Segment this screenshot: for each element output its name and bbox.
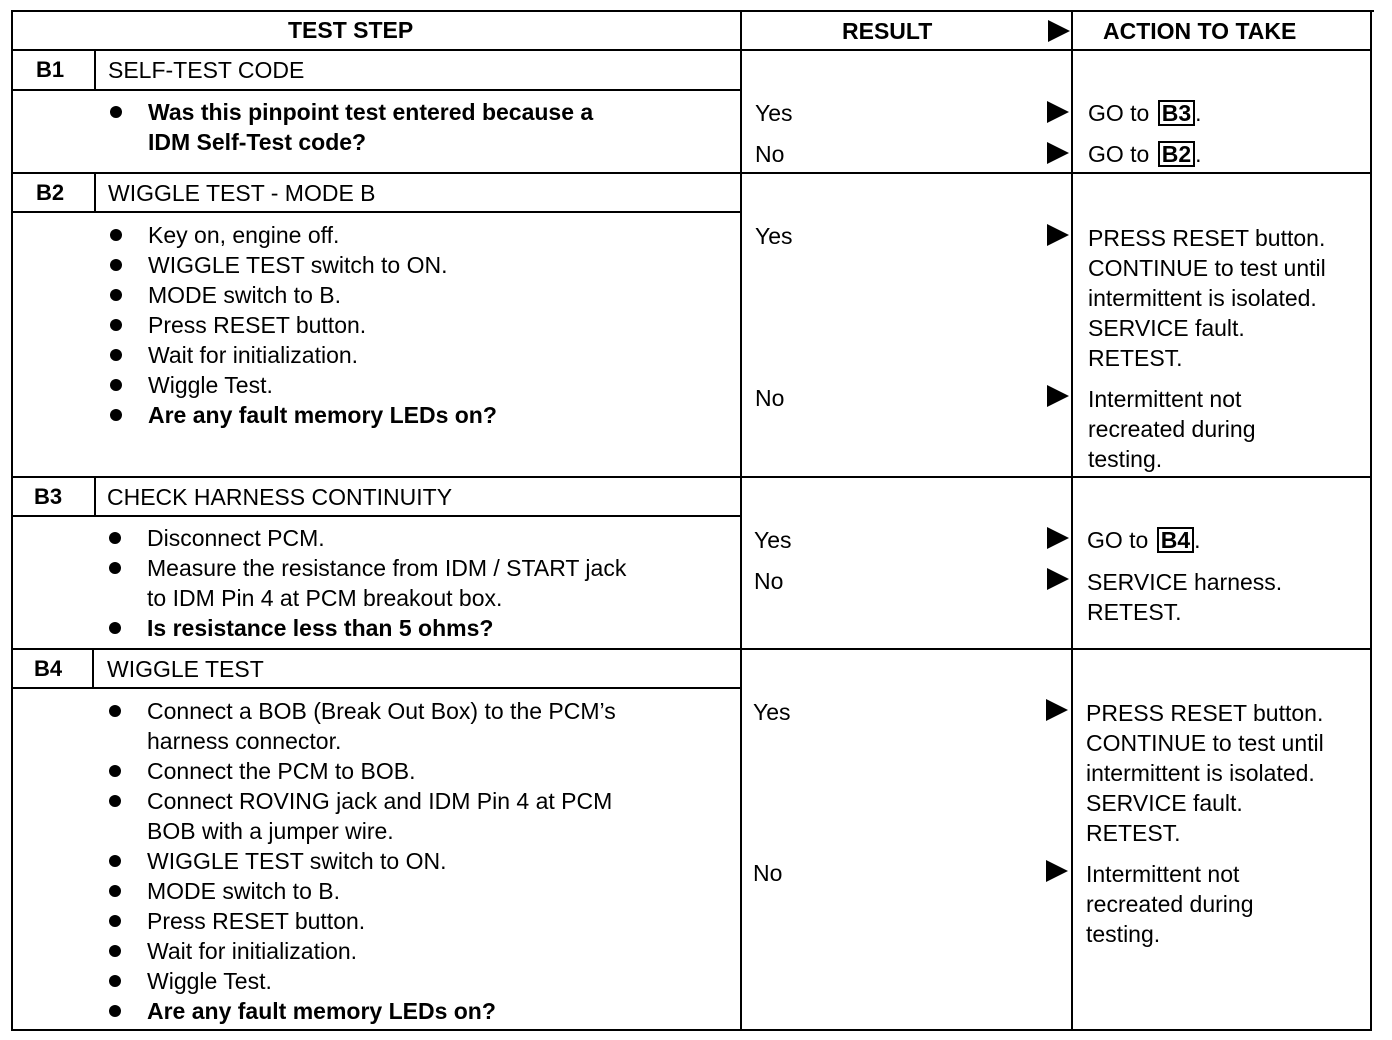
step-title-b2: WIGGLE TEST - MODE B xyxy=(108,180,376,206)
step-title-b4: WIGGLE TEST xyxy=(107,656,264,682)
list-item: Was this pinpoint test entered because a IDM Self-Test code? xyxy=(108,97,593,157)
arrow-icon xyxy=(1047,385,1069,407)
bullet-icon xyxy=(110,349,122,361)
row-divider-b3-b4 xyxy=(12,648,1372,650)
table-left-border xyxy=(11,10,13,1031)
list-item: WIGGLE TEST switch to ON. xyxy=(107,846,616,876)
table-right-border xyxy=(1370,10,1372,1031)
list-item: Press RESET button. xyxy=(107,906,616,936)
step-id-b1: B1 xyxy=(36,57,65,82)
bullet-icon xyxy=(109,885,121,897)
arrow-icon xyxy=(1047,142,1069,164)
step-b2-bullets xyxy=(108,220,497,430)
table-top-border xyxy=(12,10,1374,12)
bullet-icon xyxy=(110,379,122,391)
list-item: Key on, engine off. xyxy=(108,220,497,250)
step-b3-bullets xyxy=(107,523,626,643)
list-item: Connect the PCM to BOB. xyxy=(107,756,616,786)
step-b4-bullets xyxy=(107,696,616,1026)
bullet-icon xyxy=(109,765,121,777)
bullet-icon xyxy=(110,259,122,271)
list-item: Wait for initialization. xyxy=(107,936,616,966)
b3-id-divider xyxy=(94,477,96,517)
action-b3-yes: GO to B4 . xyxy=(1087,527,1201,553)
list-item: WIGGLE TEST switch to ON. xyxy=(108,250,497,280)
row-divider-b1-b2 xyxy=(12,172,1372,174)
action-b4-yes: PRESS RESET button. CONTINUE to test until intermittent is isolated. SERVICE fault. RETEST. xyxy=(1086,700,1324,846)
b1-id-divider xyxy=(94,50,96,90)
list-item: Measure the resistance from IDM / START jack to IDM Pin 4 at PCM breakout box. xyxy=(107,553,626,613)
b3-title-underline xyxy=(12,515,741,517)
step-id-b3: B3 xyxy=(34,484,63,509)
bullet-icon xyxy=(110,106,122,118)
list-item: MODE switch to B. xyxy=(108,280,497,310)
result-b2-no: No xyxy=(755,385,785,411)
bullet-icon xyxy=(110,229,122,241)
result-b3-yes: Yes xyxy=(754,527,792,553)
list-item: Press RESET button. xyxy=(108,310,497,340)
result-b3-no: No xyxy=(754,568,784,594)
list-item: Are any fault memory LEDs on? xyxy=(107,996,616,1026)
list-item: Are any fault memory LEDs on? xyxy=(108,400,497,430)
arrow-icon xyxy=(1046,699,1068,721)
step-reference-b4[interactable]: B4 xyxy=(1157,527,1194,553)
step-reference-b2[interactable]: B2 xyxy=(1158,141,1195,167)
bullet-icon xyxy=(109,915,121,927)
arrow-icon xyxy=(1047,224,1069,246)
list-item: Wiggle Test. xyxy=(107,966,616,996)
arrow-icon xyxy=(1047,101,1069,123)
result-b4-no: No xyxy=(753,860,783,886)
row-divider-b2-b3 xyxy=(12,476,1372,478)
action-b4-no: Intermittent not recreated during testing. xyxy=(1086,861,1254,947)
list-item: Connect a BOB (Break Out Box) to the PCM’s harness connector. xyxy=(107,696,616,756)
list-item: Wiggle Test. xyxy=(108,370,497,400)
action-b1-yes: GO to B3 . xyxy=(1088,100,1202,126)
step-reference-b3[interactable]: B3 xyxy=(1158,100,1195,126)
action-b2-no: Intermittent not recreated during testing. xyxy=(1088,386,1256,472)
result-b4-yes: Yes xyxy=(753,699,791,725)
table-bottom-border xyxy=(12,1029,1370,1031)
b4-title-underline xyxy=(12,687,741,689)
b2-title-underline xyxy=(12,211,741,213)
action-b2-yes: PRESS RESET button. CONTINUE to test until intermittent is isolated. SERVICE fault. RETEST. xyxy=(1088,225,1326,371)
bullet-icon xyxy=(109,562,121,574)
b2-id-divider xyxy=(94,173,96,213)
bullet-icon xyxy=(109,1005,121,1017)
header-result: RESULT xyxy=(842,18,933,44)
header-arrow-icon xyxy=(1048,20,1070,42)
step-id-b2: B2 xyxy=(36,180,65,205)
result-b2-yes: Yes xyxy=(755,223,793,249)
column-divider-action xyxy=(1071,10,1073,1031)
step-title-b1: SELF-TEST CODE xyxy=(108,57,305,83)
bullet-icon xyxy=(109,705,121,717)
step-id-b4: B4 xyxy=(34,656,63,681)
list-item: Connect ROVING jack and IDM Pin 4 at PCM BOB with a jumper wire. xyxy=(107,786,616,846)
result-b1-yes: Yes xyxy=(755,100,793,126)
arrow-icon xyxy=(1047,527,1069,549)
bullet-icon xyxy=(109,795,121,807)
bullet-icon xyxy=(109,622,121,634)
bullet-icon xyxy=(109,945,121,957)
arrow-icon xyxy=(1046,860,1068,882)
list-item: Disconnect PCM. xyxy=(107,523,626,553)
action-b1-no: GO to B2 . xyxy=(1088,141,1202,167)
bullet-icon xyxy=(109,532,121,544)
bullet-icon xyxy=(109,975,121,987)
header-bottom-border xyxy=(12,49,1372,51)
bullet-icon xyxy=(109,855,121,867)
column-divider-result xyxy=(740,10,742,1031)
list-item: Is resistance less than 5 ohms? xyxy=(107,613,626,643)
b4-id-divider xyxy=(92,649,94,689)
b1-title-underline xyxy=(12,89,741,91)
list-item: MODE switch to B. xyxy=(107,876,616,906)
result-b1-no: No xyxy=(755,141,785,167)
header-action: ACTION TO TAKE xyxy=(1103,18,1297,44)
list-item: Wait for initialization. xyxy=(108,340,497,370)
bullet-icon xyxy=(110,319,122,331)
step-title-b3: CHECK HARNESS CONTINUITY xyxy=(107,484,453,510)
bullet-icon xyxy=(110,289,122,301)
bullet-icon xyxy=(110,409,122,421)
arrow-icon xyxy=(1047,568,1069,590)
step-b1-bullets xyxy=(108,97,593,157)
action-b3-no: SERVICE harness. RETEST. xyxy=(1087,569,1283,625)
header-test-step: TEST STEP xyxy=(288,17,414,43)
